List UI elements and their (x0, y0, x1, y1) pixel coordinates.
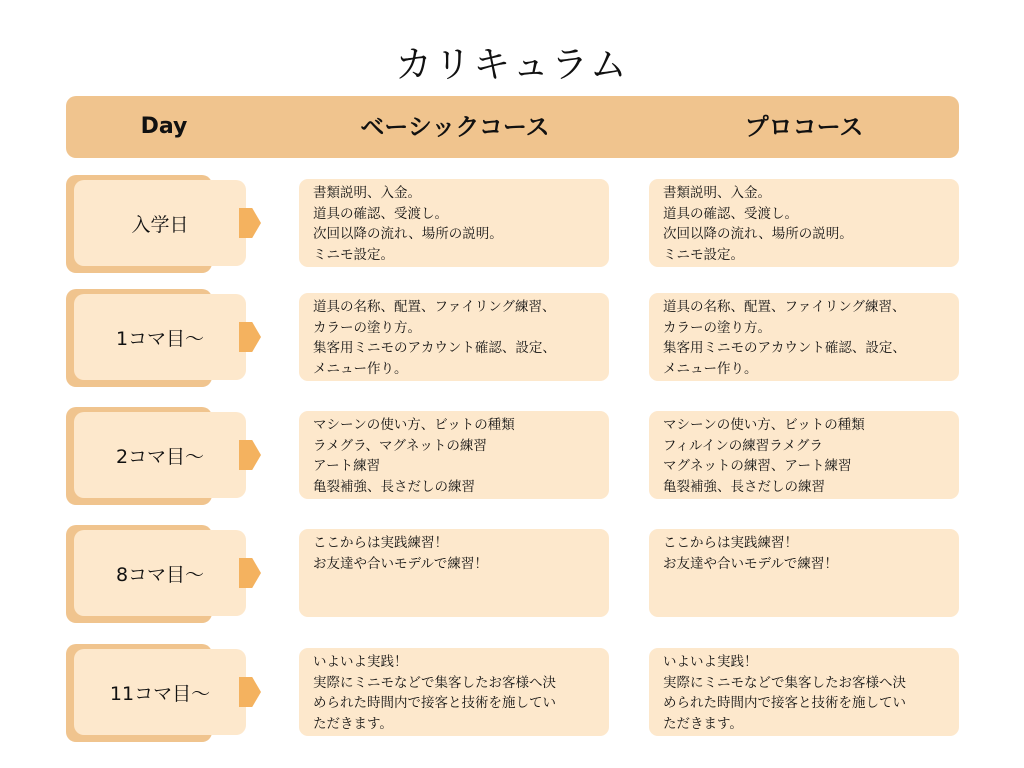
header-day: Day (140, 114, 188, 139)
day-label-text: 1コマ目〜 (115, 327, 205, 350)
basic-course-cell (299, 179, 609, 267)
arrow-right-icon (239, 322, 261, 352)
arrow-right-icon (239, 558, 261, 588)
cell-line: ここからは実践練習！ (313, 535, 448, 551)
cell-line: 道具の名称、配置、ファイリング練習、 (663, 299, 906, 315)
basic-course-cell (299, 293, 609, 381)
day-label-text: 8コマ目〜 (115, 563, 205, 586)
cell-line: いよいよ実践！ (313, 654, 408, 670)
cell-line: 書類説明、入金。 (663, 185, 771, 201)
cell-line: いよいよ実践！ (663, 654, 758, 670)
day-label (74, 649, 246, 735)
cell-line: 次回以降の流れ、場所の説明。 (313, 226, 503, 242)
basic-course-cell (299, 529, 609, 617)
cell-line: ここからは実践練習！ (663, 535, 798, 551)
arrow-right-icon (239, 208, 261, 238)
cell-line: められた時間内で接客と技術を施してい (663, 695, 906, 711)
cell-line: 亀裂補強、長さだしの練習 (313, 478, 475, 495)
pro-course-cell (649, 648, 959, 736)
cell-line: カラーの塗り方。 (313, 319, 421, 336)
curriculum-row (0, 289, 1024, 387)
cell-line: マグネットの練習、アート練習 (663, 458, 852, 474)
cell-line: められた時間内で接客と技術を施してい (313, 695, 556, 711)
cell-line: カラーの塗り方。 (663, 319, 771, 336)
day-label (74, 294, 246, 380)
cell-line: マシーンの使い方、ビットの種類 (313, 417, 515, 433)
arrow-right-icon (239, 677, 261, 707)
curriculum-row (0, 525, 1024, 623)
cell-line: ミニモ設定。 (313, 246, 394, 263)
day-label (74, 412, 246, 498)
cell-line: 道具の名称、配置、ファイリング練習、 (313, 299, 556, 315)
cell-line: 集客用ミニモのアカウント確認、設定、 (313, 340, 556, 356)
day-label (74, 530, 246, 616)
cell-line: アート練習 (313, 458, 381, 474)
cell-line: 道具の確認、受渡し。 (313, 205, 448, 222)
basic-course-cell (299, 411, 609, 499)
cell-line: メニュー作り。 (663, 360, 758, 377)
pro-course-cell (649, 529, 959, 617)
cell-line: お友達や合いモデルで練習！ (663, 555, 838, 572)
day-label-text: 2コマ目〜 (115, 445, 205, 468)
cell-line: 実際にミニモなどで集客したお客様へ決 (663, 674, 906, 691)
cell-line: 亀裂補強、長さだしの練習 (663, 478, 825, 495)
cell-line: 実際にミニモなどで集客したお客様へ決 (313, 674, 556, 691)
cell-line: ただきます。 (663, 715, 743, 732)
cell-line: 集客用ミニモのアカウント確認、設定、 (663, 340, 906, 356)
basic-course-cell (299, 648, 609, 736)
cell-line: 次回以降の流れ、場所の説明。 (663, 226, 853, 242)
day-label-text: 入学日 (131, 213, 189, 236)
curriculum-row (0, 175, 1024, 273)
header-pro-course: プロコース (744, 113, 864, 141)
cell-line: お友達や合いモデルで練習！ (313, 555, 488, 572)
curriculum-row (0, 407, 1024, 505)
cell-line: ミニモ設定。 (663, 246, 744, 263)
pro-course-cell (649, 179, 959, 267)
cell-line: マシーンの使い方、ビットの種類 (663, 417, 865, 433)
cell-line: フィルインの練習ラメグラ (663, 437, 823, 454)
page-title: カリキュラム (395, 43, 629, 86)
cell-line: ラメグラ、マグネットの練習 (313, 437, 487, 454)
day-label (74, 180, 246, 266)
table-header (66, 96, 959, 158)
curriculum-row (0, 644, 1024, 742)
pro-course-cell (649, 411, 959, 499)
cell-line: 書類説明、入金。 (313, 185, 421, 201)
cell-line: ただきます。 (313, 715, 393, 732)
cell-line: メニュー作り。 (313, 360, 408, 377)
cell-line: 道具の確認、受渡し。 (663, 205, 798, 222)
arrow-right-icon (239, 440, 261, 470)
day-label-text: 11コマ目〜 (109, 682, 211, 705)
header-basic-course: ベーシックコース (360, 113, 550, 141)
pro-course-cell (649, 293, 959, 381)
